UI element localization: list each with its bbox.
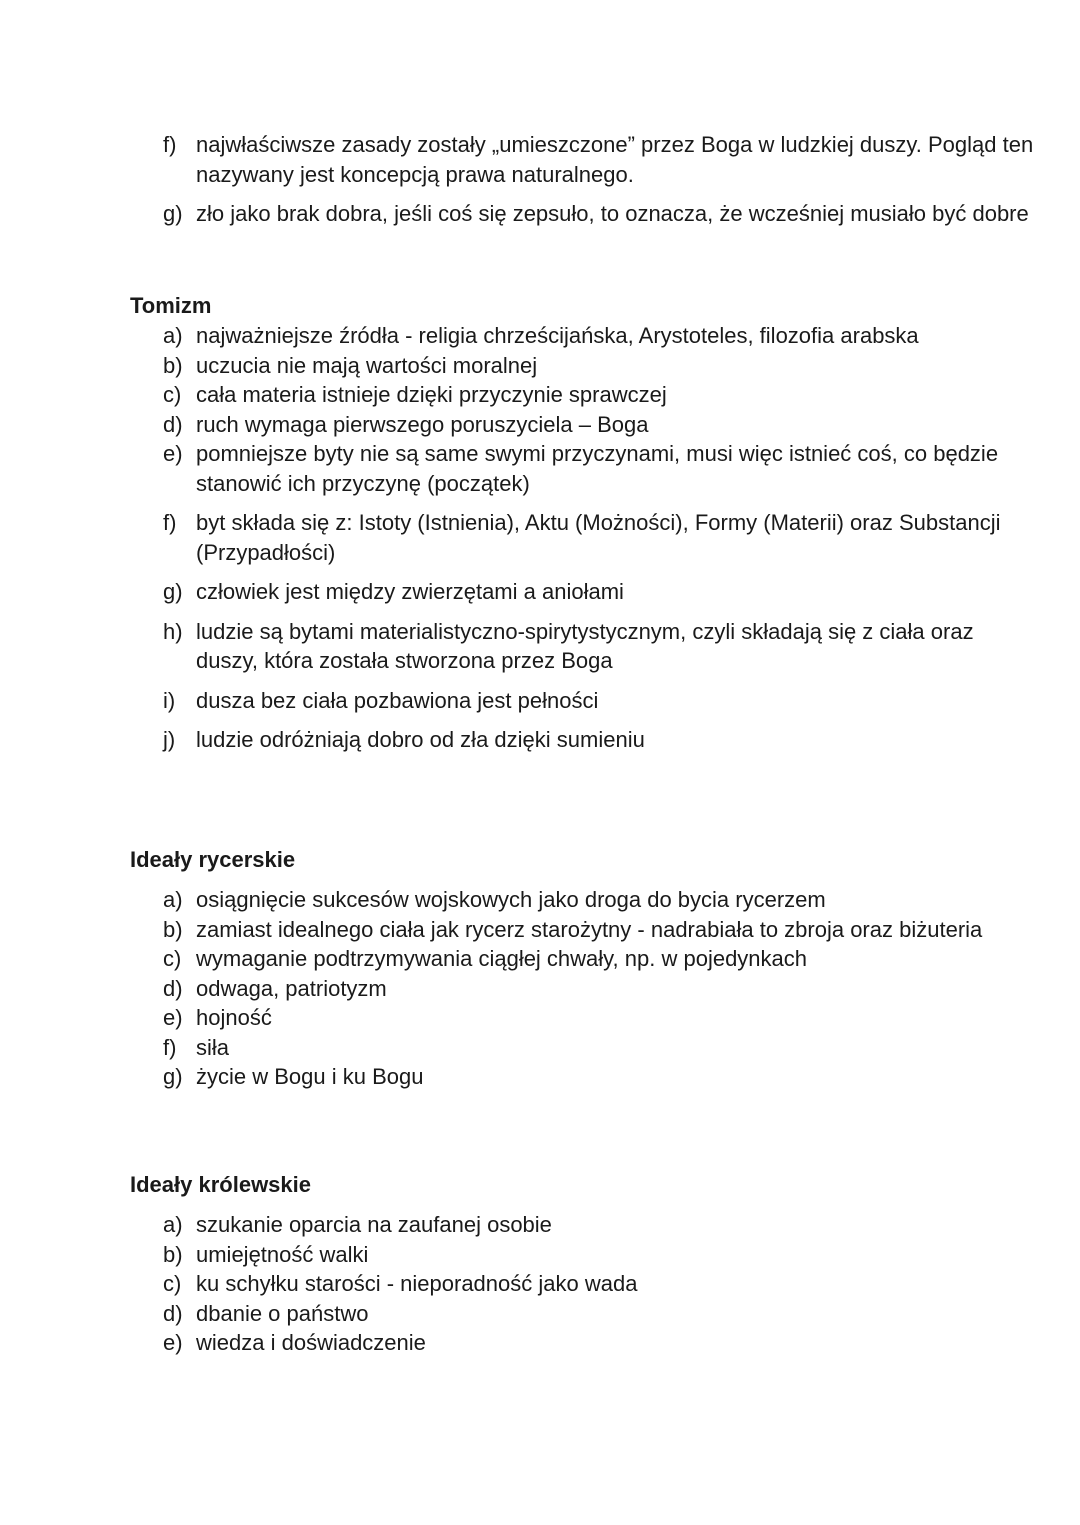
rycerskie-list <box>130 885 1040 1092</box>
list-item-text: zło jako brak dobra, jeśli coś się zepsuło, to oznacza, że wcześniej musiało być dobre <box>196 201 1029 226</box>
krolewskie-section <box>130 1170 1040 1358</box>
list-item <box>130 410 1040 440</box>
list-marker: c) <box>163 946 182 971</box>
list-marker: f) <box>163 1034 177 1060</box>
tomizm-section <box>130 291 1040 755</box>
list-item-text: dusza bez ciała pozbawiona jest pełności <box>196 687 599 713</box>
list-item-text: wymaganie podtrzymywania ciągłej chwały, np. w pojedynkach <box>196 946 808 971</box>
list-marker: i) <box>163 687 176 713</box>
list-item-text: dbanie o państwo <box>196 1300 369 1326</box>
section-heading-krolewskie: Ideały królewskie <box>130 1172 311 1197</box>
list-item-text: umiejętność walki <box>196 1241 369 1267</box>
section-heading-tomizm: Tomizm <box>130 293 212 318</box>
list-item <box>130 915 1040 945</box>
list-item-text: uczucia nie mają wartości moralnej <box>196 352 538 378</box>
list-item-text: ludzie są bytami materialistyczno-spirytystycznym, czyli składają się z ciała oraz duszy, która została stworzona przez Boga <box>196 618 974 673</box>
list-item-text: wiedza i doświadczenie <box>196 1330 426 1355</box>
list-item-text: pomniejsze byty nie są same swymi przyczynami, musi więc istnieć coś, co będzie stanowić ich przyczynę (początek) <box>196 441 999 496</box>
list-item <box>130 885 1040 915</box>
list-item-text: osiągnięcie sukcesów wojskowych jako droga do bycia rycerzem <box>196 887 826 912</box>
list-item <box>130 199 1040 229</box>
list-item <box>130 1269 1040 1299</box>
list-item-text: siła <box>196 1034 230 1060</box>
list-item <box>130 577 1040 607</box>
list-item <box>130 439 1040 498</box>
list-marker: f) <box>163 132 177 157</box>
list-item <box>130 321 1040 351</box>
section-heading-rycerskie: Ideały rycerskie <box>130 847 296 872</box>
list-marker: a) <box>163 887 183 912</box>
list-marker: j) <box>163 727 176 752</box>
list-item <box>130 1299 1040 1329</box>
list-item <box>130 351 1040 381</box>
list-marker: d) <box>163 1300 183 1326</box>
list-item <box>130 508 1040 567</box>
list-item-text: szukanie oparcia na zaufanej osobie <box>196 1212 552 1237</box>
list-marker: a) <box>163 323 183 348</box>
list-item <box>130 380 1040 410</box>
list-item <box>130 1062 1040 1092</box>
list-item <box>130 944 1040 974</box>
list-marker: e) <box>163 1330 183 1355</box>
list-marker: d) <box>163 411 183 437</box>
list-item <box>130 725 1040 755</box>
list-marker: g) <box>163 1064 183 1089</box>
tomizm-list <box>130 321 1040 755</box>
rycerskie-section <box>130 845 1040 1092</box>
list-item <box>130 1210 1040 1240</box>
list-item <box>130 1003 1040 1033</box>
list-item-text: odwaga, patriotyzm <box>196 975 387 1001</box>
list-item-text: cała materia istnieje dzięki przyczynie sprawczej <box>196 382 667 407</box>
list-marker: c) <box>163 382 182 407</box>
krolewskie-list <box>130 1210 1040 1358</box>
list-marker: c) <box>163 1271 182 1296</box>
list-item-text: ruch wymaga pierwszego poruszyciela – Boga <box>196 411 649 437</box>
list-item-text: życie w Bogu i ku Bogu <box>196 1064 424 1089</box>
intro-list <box>130 130 1040 229</box>
list-marker: b) <box>163 916 183 942</box>
list-marker: d) <box>163 975 183 1001</box>
intro-section <box>130 130 1040 229</box>
list-item <box>130 1033 1040 1063</box>
list-item <box>130 1240 1040 1270</box>
list-item <box>130 617 1040 676</box>
list-item <box>130 974 1040 1004</box>
list-marker: e) <box>163 441 183 466</box>
list-marker: b) <box>163 1241 183 1267</box>
list-marker: h) <box>163 618 183 644</box>
list-item-text: człowiek jest między zwierzętami a aniołami <box>196 579 624 604</box>
list-item-text: najważniejsze źródła - religia chrześcijańska, Arystoteles, filozofia arabska <box>196 323 919 348</box>
list-marker: g) <box>163 201 183 226</box>
list-item-text: byt składa się z: Istoty (Istnienia), Aktu (Możności), Formy (Materii) oraz Substancji (Przypadłości) <box>196 510 1001 565</box>
list-marker: e) <box>163 1005 183 1030</box>
list-item-text: zamiast idealnego ciała jak rycerz starożytny - nadrabiała to zbroja oraz biżuteria <box>196 916 983 942</box>
list-item-text: hojność <box>196 1005 272 1030</box>
list-item-text: najwłaściwsze zasady zostały „umieszczone” przez Boga w ludzkiej duszy. Pogląd ten nazywany jest koncepcją prawa naturalnego. <box>196 132 1034 187</box>
list-marker: f) <box>163 510 177 535</box>
list-marker: b) <box>163 352 183 378</box>
list-item <box>130 1328 1040 1358</box>
list-item-text: ludzie odróżniają dobro od zła dzięki sumieniu <box>196 727 645 752</box>
list-marker: a) <box>163 1212 183 1237</box>
list-item-text: ku schyłku starości - nieporadność jako wada <box>196 1271 638 1296</box>
list-item <box>130 130 1040 189</box>
list-item <box>130 686 1040 716</box>
list-marker: g) <box>163 579 183 604</box>
